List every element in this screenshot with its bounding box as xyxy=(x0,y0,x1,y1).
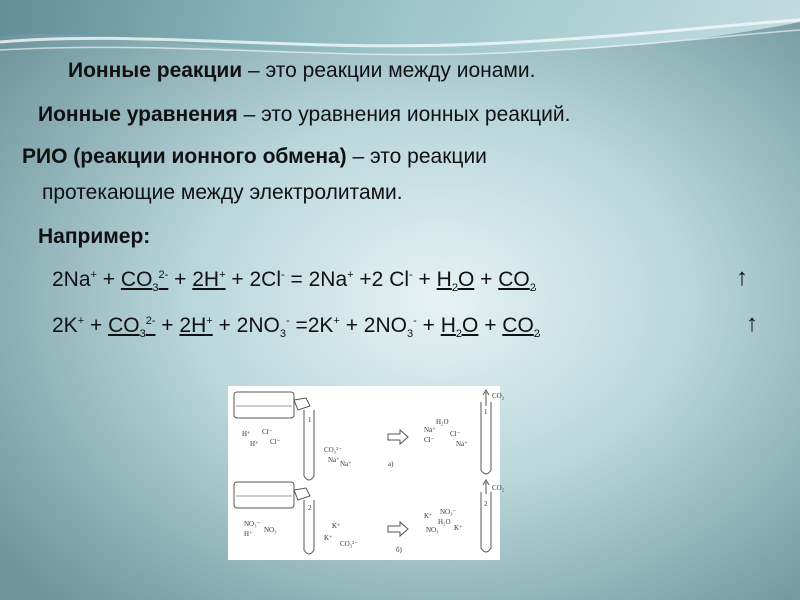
example-heading: Например: xyxy=(38,225,151,248)
svg-text:1: 1 xyxy=(308,416,312,424)
svg-text:2: 2 xyxy=(484,500,488,508)
gas-arrow-icon: ↑ xyxy=(746,310,758,337)
svg-text:а): а) xyxy=(388,460,394,468)
experiment-diagram xyxy=(228,386,505,560)
term-ionic-equations: Ионные уравнения xyxy=(38,103,238,126)
svg-text:NO₃: NO₃ xyxy=(426,526,439,534)
definition-ionic-reactions xyxy=(68,59,535,83)
definition-text: – это реакции между ионами. xyxy=(242,59,536,82)
equation-1: $2Na^+ + CO_3^{2-} + 2H^+ + 2Cl^- = 2Na^+ +2$ $Cl^- + H_2O + CO_2$ xyxy=(52,268,536,295)
gas-arrow-icon: ↑ xyxy=(736,264,748,291)
arrow-icon xyxy=(388,522,408,536)
svg-text:1: 1 xyxy=(484,408,488,416)
term-ionic-reactions: Ионные реакции xyxy=(68,59,243,82)
definition-rio-continued: протекающие между электролитами. xyxy=(42,181,403,204)
svg-text:Na⁺: Na⁺ xyxy=(340,460,352,468)
bottle-icon xyxy=(234,482,294,508)
experiment-illustration xyxy=(228,386,505,560)
svg-text:2: 2 xyxy=(308,504,312,512)
svg-text:H⁺: H⁺ xyxy=(250,440,259,448)
definition-text: – это реакции xyxy=(346,145,487,168)
svg-text:NO₃⁻: NO₃⁻ xyxy=(244,520,261,528)
svg-text:H₂O: H₂O xyxy=(436,418,449,426)
svg-text:K⁺: K⁺ xyxy=(424,512,433,520)
definition-text: – это уравнения ионных реакций. xyxy=(237,103,571,126)
svg-text:Cl⁻: Cl⁻ xyxy=(262,428,273,436)
svg-text:H⁺: H⁺ xyxy=(244,530,253,538)
svg-text:Na⁺: Na⁺ xyxy=(456,440,468,448)
svg-text:CO₃²⁻: CO₃²⁻ xyxy=(324,446,342,454)
svg-text:б): б) xyxy=(396,546,402,554)
equation-2: $2K^+ + CO_3^{2-} + 2H^+ + 2NO_3^- =2K^+ + 2NO_3^- + H_2O + CO_2$ xyxy=(52,314,540,341)
svg-text:K⁺: K⁺ xyxy=(332,522,341,530)
svg-text:NO₃: NO₃ xyxy=(264,526,277,534)
svg-text:CO₂: CO₂ xyxy=(492,484,505,492)
svg-text:CO₂: CO₂ xyxy=(492,392,505,400)
svg-text:H⁺: H⁺ xyxy=(242,430,251,438)
svg-text:K⁺: K⁺ xyxy=(324,534,333,542)
svg-text:H₂O: H₂O xyxy=(438,518,451,526)
definition-rio xyxy=(22,145,487,169)
svg-text:Na⁺: Na⁺ xyxy=(328,456,340,464)
svg-text:Na⁺: Na⁺ xyxy=(424,426,436,434)
term-rio: РИО (реакции ионного обмена) xyxy=(22,145,347,168)
definition-ionic-equations xyxy=(38,103,570,127)
svg-text:Cl⁻: Cl⁻ xyxy=(424,436,435,444)
arrow-icon xyxy=(388,430,408,444)
svg-text:K⁺: K⁺ xyxy=(454,524,463,532)
svg-text:NO₃⁻: NO₃⁻ xyxy=(440,508,457,516)
svg-text:Cl⁻: Cl⁻ xyxy=(450,430,461,438)
svg-text:Cl⁻: Cl⁻ xyxy=(270,438,281,446)
bottle-icon xyxy=(234,392,294,418)
svg-text:CO₃²⁻: CO₃²⁻ xyxy=(340,540,358,548)
